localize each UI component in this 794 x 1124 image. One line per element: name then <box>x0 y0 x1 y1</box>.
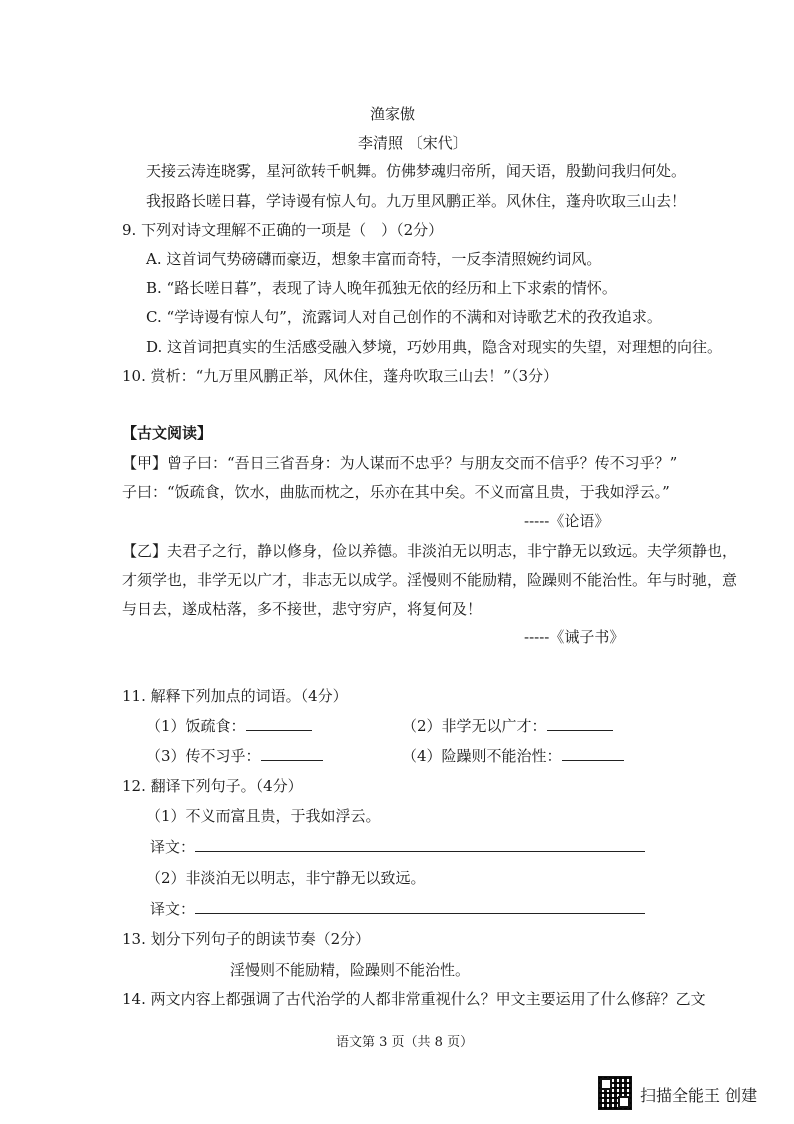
yi-line-1: 【乙】夫君子之行，静以修身，俭以养德。非淡泊无以明志，非宁静无以致远。夫学须静也， <box>122 542 738 560</box>
yi-source: -----《诫子书》 <box>524 628 625 646</box>
page-footer: 语文第 3 页（共 8 页） <box>336 1035 474 1050</box>
q14-stem: 14. 两文内容上都强调了古代治学的人都非常重视什么？甲文主要运用了什么修辞？乙文 <box>122 990 706 1008</box>
jia-line-2: 子曰：“饭疏食，饮水，曲肱而枕之，乐亦在其中矣。不义而富且贵，于我如浮云。” <box>122 483 670 501</box>
q12-answer-1 <box>150 836 645 857</box>
yi-line-3: 与日去，遂成枯落，多不接世，悲守穷庐，将复何及！ <box>122 600 483 618</box>
answer-blank[interactable] <box>246 716 312 731</box>
poem-title: 渔家傲 <box>370 105 416 123</box>
classical-heading: 【古文阅读】 <box>122 424 213 442</box>
answer-blank[interactable] <box>547 716 613 731</box>
q13-stem: 13. 划分下列句子的朗读节奏（2分） <box>122 930 371 948</box>
q9-option-d: D. 这首词把真实的生活感受融入梦境，巧妙用典，隐含对现实的失望，对理想的向往。 <box>146 338 723 356</box>
jia-source: -----《论语》 <box>524 512 610 530</box>
poem-author: 李清照 〔宋代〕 <box>358 134 468 152</box>
q11-item-2-label: （2）非学无以广才： <box>402 717 547 735</box>
q9-option-c: C. “学诗谩有惊人句”，流露词人对自己创作的不满和对诗歌艺术的孜孜追求。 <box>146 308 662 326</box>
poem-line-2: 我报路长嗟日暮，学诗谩有惊人句。九万里风鹏正举。风休住，蓬舟吹取三山去！ <box>146 192 687 210</box>
translation-label: 译文： <box>150 838 196 856</box>
q11-item-3 <box>146 745 323 766</box>
q11-item-3-label: （3）传不习乎： <box>146 747 261 765</box>
q13-sentence: 淫慢则不能励精，险躁则不能治性。 <box>230 961 471 979</box>
q11-item-1 <box>146 715 312 736</box>
translation-label: 译文： <box>150 900 196 918</box>
q10-stem: 10. 赏析：“九万里风鹏正举，风休住，蓬舟吹取三山去！”（3分） <box>122 367 559 385</box>
q11-item-4 <box>402 745 624 766</box>
scanner-watermark: 扫描全能王 创建 <box>640 1086 758 1105</box>
q12-answer-2 <box>150 898 645 919</box>
answer-blank[interactable] <box>261 746 323 761</box>
yi-line-2: 才须学也，非学无以广才，非志无以成学。淫慢则不能励精，险躁则不能治性。年与时驰，意 <box>122 571 738 589</box>
qr-code-icon <box>598 1076 632 1110</box>
q12-stem: 12. 翻译下列句子。（4分） <box>122 777 303 795</box>
translation-line[interactable] <box>195 837 645 852</box>
q9-stem: 9. 下列对诗文理解不正确的一项是（ ）（2分） <box>122 221 444 239</box>
q9-option-b: B. “路长嗟日暮”，表现了诗人晚年孤独无依的经历和上下求索的情怀。 <box>146 279 617 297</box>
poem-line-1: 天接云涛连晓雾，星河欲转千帆舞。仿佛梦魂归帝所，闻天语，殷勤问我归何处。 <box>146 162 687 180</box>
q9-option-a: A. 这首词气势磅礴而豪迈，想象丰富而奇特，一反李清照婉约词风。 <box>146 250 602 268</box>
q11-item-2 <box>402 715 613 736</box>
q12-sentence-1: （1）不义而富且贵，于我如浮云。 <box>146 807 381 825</box>
q11-item-1-label: （1）饭疏食： <box>146 717 246 735</box>
answer-blank[interactable] <box>562 746 624 761</box>
q11-stem: 11. 解释下列加点的词语。（4分） <box>122 687 348 705</box>
translation-line[interactable] <box>195 899 645 914</box>
q12-sentence-2: （2）非淡泊无以明志，非宁静无以致远。 <box>146 869 426 887</box>
jia-line-1: 【甲】曾子曰：“吾日三省吾身：为人谋而不忠乎？与朋友交而不信乎？传不习乎？” <box>122 454 678 472</box>
q11-item-4-label: （4）险躁则不能治性： <box>402 747 562 765</box>
